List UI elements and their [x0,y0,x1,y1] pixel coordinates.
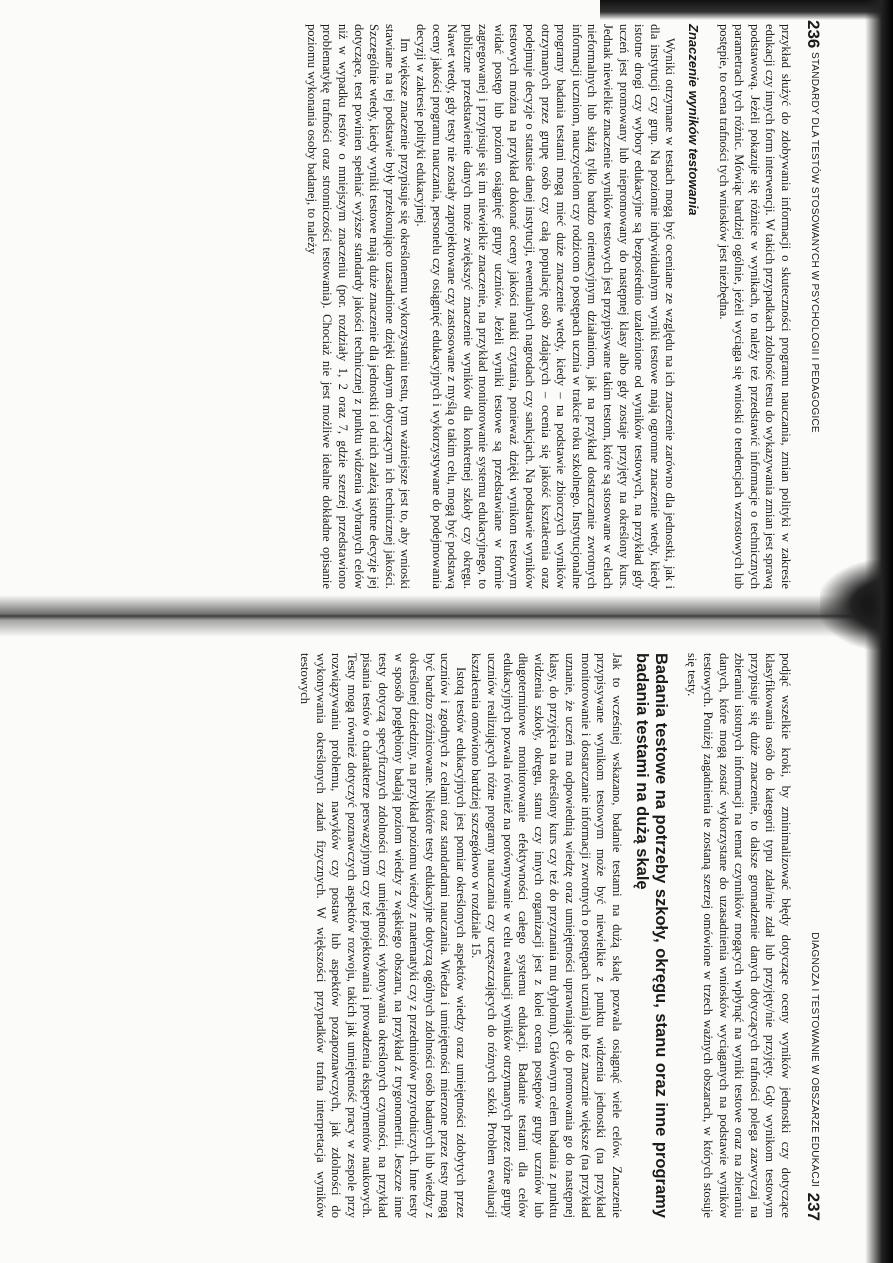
right-section-heading: Badania testowe na potrzeby szkoły, okręgu, stanu oraz inne programy badania testami na dużą skalę [632,653,670,1218]
running-head-left: STANDARDY DLA TESTÓW STOSOWANYCH W PSYCHOLOGII I PEDAGOGICE [809,52,820,433]
left-intro-paragraph: przykład służyć do zdobywania informacji o skuteczności programu nauczania, zmian polityki w zakresie edukacji czy innych form interwencji. W takich przypadkach zdolność testu do wykazywania zmian jest sprawą podstawową. Jeżeli pokazuje się różnice w wynikach, to należy też przedstawić informacje o technicznych parametrach tych różnic. Mówiąc bardziej ogólnie, jeżeli wyciąga się wnioski o tendencjach wzrostowych lub postępie, to ocena trafności tych wniosków jest niezbędna. [716,24,793,589]
left-subheading: Znaczenie wyników testowania [686,24,702,216]
left-paragraph-1: Wyniki otrzymane w testach mogą być oceniane ze względu na ich znaczenie zarówno dla jednostki, jak i dla instytucji czy grup. Na poziomie indywidualnym wyniki testowe mają ogromne znaczenie wtedy, kiedy istotne drogi czy wybory edukacyjne są bezpośrednio uzależnione od wyników testowych, na przykład gdy uczeń jest promowany lub niepromowany do następnej klasy albo gdy zostaje przyjęty na określony kurs. Jednak niewielkie znaczenie wyników testowych jest przypisywane takim testom, które są stosowane w celach nieformalnych lub służą tylko bardzo orientacyjnym działaniom, jak na przykład dostarczanie zwrotnych informacji uczniom, nauczycielom czy rodzicom o postępach ucznia w trakcie roku szkolnego. Instytucjonalne programy badania testami mogą mieć duże znaczenie wtedy, kiedy – na podstawie zbiorczych wyników otrzymanych przez grupę osób czy całą populację osób zdających – ocenia się jakość kształcenia oraz podejmuje decyzje o statusie danej instytucji, ewentualnych nagrodach czy sankcjach. Na podstawie wyników testowych można na przykład dokonać oceny jakości nauki czytania, ponieważ dzięki wynikom testowym widać postęp lub poziom osiągnięć grupy uczniów. Jeżeli wyniki testowe są przedstawiane w formie zagregowanej i przypisuje się im niewielkie znaczenie, na przykład monitorowanie systemu edukacyjnego, to publiczne przedstawienie danych może zwiększyć znaczenie wyników dla konkretnej szkoły czy okręgu. Nawet wtedy, gdy testy nie zostały zaprojektowane czy zastosowane z myślą o takim celu, mogą być podstawą oceny jakości programu nauczania, personelu czy osiągnięć edukacyjnych i wykorzystywane do podejmowania decyzji w zakresie polityki edukacyjnej. [413,24,678,589]
page-number-right: 237 [804,1192,823,1221]
left-paragraph-2: Im większe znaczenie przypisuje się określonemu wykorzystaniu testu, tym ważniejsze jest to, aby wnioski stawiane na tej podstawie były przekonująco uzasadnione dzięki danym dotyczącym ich technicznej jakości. Szczególnie wtedy, kiedy wyniki testowe mają duże znaczenie dla jednostki i od nich zależą istotne decyzje jej dotyczące, test powinien spełniać wyższe standardy jakości technicznej z punktu widzenia wybranych celów niż w wypadku testów o mniejszym znaczeniu (por. rozdziały 1, 2 oraz 7, gdzie szerzej przedstawiono problematykę trafności oraz stronniczości testowania). Chociaż nie jest możliwe idealne dokładne opisanie poziomu wykonania osoby badanej, to należy [304,24,413,589]
scanner-edge-top [600,0,893,20]
right-intro-paragraph: podjąć wszelkie kroki, by zminimalizować błędy dotyczące oceny wyników jednostki czy dotyczące klasyfikowania osób do kategorii typu zdał/nie zdał lub przyjęty/nie przyjęty. Gdy wynikom testowym przypisuje się duże znaczenie, to dalsze gromadzenie danych dotyczących trafności polega zazwyczaj na zbieraniu istotnych informacji na temat czynników mogących wpłynąć na wyniki testowe oraz na zbieraniu danych, które mogą zostać wykorzystane do uzasadnienia wniosków wyciąganych na podstawie wyników testowych. Poniżej zagadnienia te zostaną szerzej omówione w trzech ważnych obszarach, w których stosuje się testy. [685,653,793,1218]
scanner-edge-right [865,0,893,1263]
left-page [3,12,823,602]
right-paragraph-1: Jak to wcześniej wskazano, badanie testami na dużą skalę pozwala osiągnąć wiele celów. Znaczenie przypisywane wynikom testowym może być niewielkie z punktu widzenia jednostki (na przykład monitorowanie i dostarczanie informacji zwrotnych o postępach ucznia) lub też znacznie większe (na przykład uznanie, że uczeń ma odpowiednią wiedzę oraz umiejętności uprawniające do promowania go do następnej klasy, do przyjęcia na określony kurs czy też do przyznania mu dyplomu). Głównym celem badania z punktu widzenia szkoły, okręgu, stanu czy innych organizacji jest z kolei ocena postępów grupy uczniów lub długoterminowe monitorowanie efektywności całego systemu edukacji. Badanie testami dla celów edukacyjnych pozwala również na porównywanie w celu ewaluacji wyników otrzymanych przez różne grupy uczniów realizujących różne programy nauczania czy uczęszczających do różnych szkół. Problem ewaluacji kształcenia omówiono bardziej szczegółowo w rozdziale 15. [469,653,624,1218]
page-number-left: 236 [804,20,823,49]
right-page [3,645,823,1235]
right-page-body [296,653,793,1218]
running-head-right: DIAGNOZA I TESTOWANIE W OBSZARZE EDUKACJI [809,932,820,1187]
left-page-body [303,24,793,589]
right-paragraph-2: Istotą testów edukacyjnych jest pomiar określonych aspektów wiedzy oraz umiejętności zdobytych przez uczniów i zgodnych z celami oraz standardami nauczania. Wiedza i umiejętności mierzone przez testy mogą być bardzo zróżnicowane. Niektóre testy edukacyjne dotyczą ogólnych zdolności osób badanych lub wiedzy z określonej dziedziny, na przykład poziomu wiedzy z matematyki czy z przedmiotów przyrodniczych. Inne testy w sposób pogłębiony badają poziom wiedzy z wąskiego obszaru, na przykład z trygonometrii. Jeszcze inne testy dotyczą specyficznych zdolności czy umiejętności wykonywania określonych czynności, na przykład pisania testów o charakterze perswazyjnym czy też projektowania i prowadzenia eksperymentów naukowych. Testy mogą również dotyczyć poznawczych aspektów rozwoju, takich jak umiejętność pracy w zespole przy rozwiązywaniu problemu, nawyków czy postaw lub aspektów pozapoznawczych, jak zdolności do wykonywania określonych zadań fizycznych. W większości przypadków trafna interpretacja wyników testowych [297,653,468,1218]
book-gutter-shadow [0,595,893,637]
